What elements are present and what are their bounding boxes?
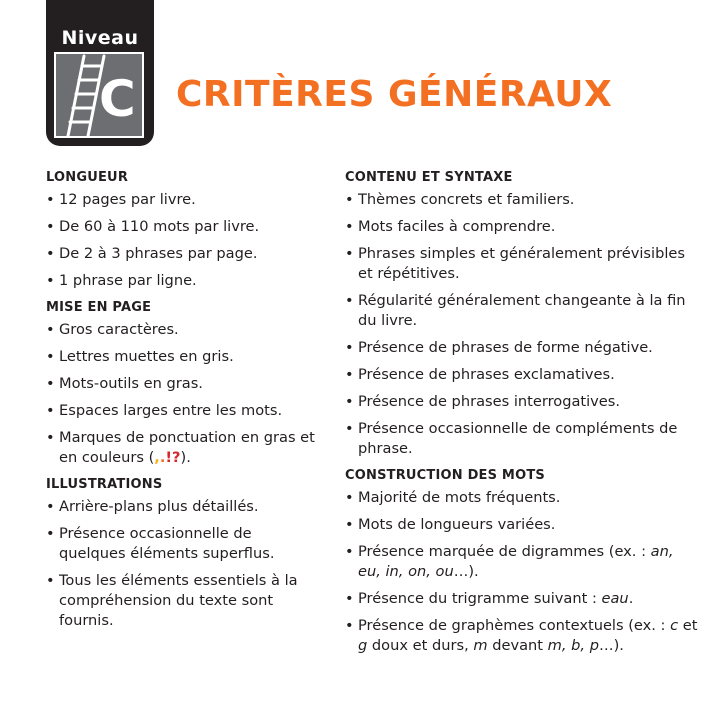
grapheme-m2: m, <box>547 637 567 654</box>
grapheme-bp: b, p <box>571 637 599 654</box>
list-item: • Mots-outils en gras. <box>46 374 322 394</box>
graphemes-text: et <box>678 617 698 634</box>
graphemes-text: Présence de graphèmes contextuels (ex. : <box>358 617 671 634</box>
list-item: • Présence occasionnelle de compléments de phrase. <box>345 419 700 459</box>
heading-longueur: LONGUEUR <box>46 170 129 185</box>
heading-mise-en-page: MISE EN PAGE <box>46 300 152 315</box>
exclamation-mark: ! <box>165 449 173 466</box>
list-item: • Majorité de mots fréquents. <box>345 488 700 508</box>
grapheme-m: m <box>473 637 488 654</box>
punct-close: ). <box>180 449 191 466</box>
list-longueur <box>46 190 322 291</box>
list-mise-en-page <box>46 320 322 468</box>
list-item: • Présence de phrases interrogatives. <box>345 392 700 412</box>
list-item: • Présence occasionnelle de quelques éléments superflus. <box>46 524 322 564</box>
graphemes-text: doux et durs, <box>367 637 474 654</box>
list-item: • 12 pages par livre. <box>46 190 322 210</box>
list-item: • Régularité généralement changeante à la fin du livre. <box>345 291 700 331</box>
list-item: • Gros caractères. <box>46 320 322 340</box>
list-item: • 1 phrase par ligne. <box>46 271 322 291</box>
list-item-trigramme <box>345 589 700 609</box>
list-item: • Espaces larges entre les mots. <box>46 401 322 421</box>
list-item: • Tous les éléments essentiels à la compréhension du texte sont fournis. <box>46 571 322 631</box>
list-item: • Mots faciles à comprendre. <box>345 217 700 237</box>
list-item: • Présence de phrases de forme négative. <box>345 338 700 358</box>
digrammes-after: …). <box>453 563 479 580</box>
left-column <box>46 170 322 640</box>
digrammes-examples: an, eu, in, on, ou <box>358 543 674 580</box>
period-mark: . <box>159 449 166 466</box>
level-badge <box>46 0 154 146</box>
list-item: • Lettres muettes en gris. <box>46 347 322 367</box>
question-mark: ? <box>172 449 181 466</box>
heading-illustrations: ILLUSTRATIONS <box>46 477 163 492</box>
list-item-digrammes <box>345 542 700 582</box>
list-item: • Présence de phrases exclamatives. <box>345 365 700 385</box>
graphemes-text: devant <box>487 637 548 654</box>
list-item: • De 2 à 3 phrases par page. <box>46 244 322 264</box>
graphemes-text: …). <box>598 637 624 654</box>
list-illustrations <box>46 497 322 631</box>
heading-contenu: CONTENU ET SYNTAXE <box>345 170 513 185</box>
level-box <box>54 52 144 138</box>
list-item: • Phrases simples et généralement prévisibles et répétitives. <box>345 244 700 284</box>
list-item-punctuation <box>46 428 322 468</box>
digrammes-text: Présence marquée de digrammes (ex. : <box>358 543 651 560</box>
list-contenu <box>345 190 700 459</box>
trigramme-after: . <box>628 590 634 607</box>
list-item-graphemes <box>345 616 700 656</box>
list-item: • Arrière-plans plus détaillés. <box>46 497 322 517</box>
level-letter: C <box>99 70 136 128</box>
trigramme-text: Présence du trigramme suivant : <box>358 590 602 607</box>
list-item: • Mots de longueurs variées. <box>345 515 700 535</box>
comma-mark: , <box>154 449 160 466</box>
right-column <box>345 170 700 665</box>
list-construction <box>345 488 700 656</box>
trigramme-example: eau <box>601 590 629 607</box>
punct-text: Marques de ponctuation en gras et en couleurs ( <box>59 429 315 466</box>
list-item: • De 60 à 110 mots par livre. <box>46 217 322 237</box>
level-label: Niveau <box>61 27 139 49</box>
page-title: CRITÈRES GÉNÉRAUX <box>176 74 613 115</box>
grapheme-g: g <box>358 637 368 654</box>
heading-construction: CONSTRUCTION DES MOTS <box>345 468 545 483</box>
grapheme-c: c <box>670 617 679 634</box>
list-item: • Thèmes concrets et familiers. <box>345 190 700 210</box>
